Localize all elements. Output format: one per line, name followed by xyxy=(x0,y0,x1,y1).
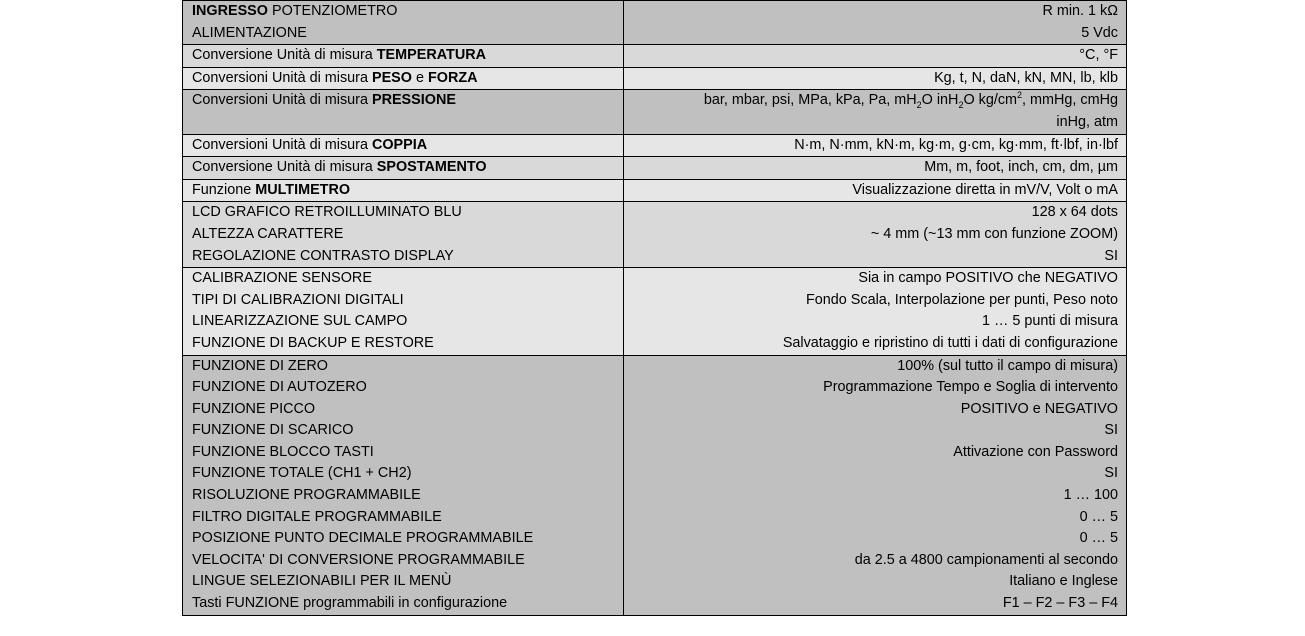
text-segment: 1 … 5 punti di misura xyxy=(982,313,1118,330)
row-value-line xyxy=(633,45,1118,67)
text-segment: inHg, atm xyxy=(1056,113,1118,130)
table-row xyxy=(183,202,1127,268)
row-value-line xyxy=(633,463,1118,485)
row-value xyxy=(624,355,1127,615)
row-label xyxy=(183,90,624,134)
table-row xyxy=(183,67,1127,90)
text-segment: 0 … 5 xyxy=(1079,508,1118,525)
row-value-line xyxy=(633,333,1118,355)
row-label xyxy=(183,134,624,157)
row-label-line xyxy=(192,442,615,464)
text-segment: Funzione xyxy=(192,181,256,198)
row-label xyxy=(183,355,624,615)
row-value-line xyxy=(633,268,1118,290)
text-segment: Salvataggio e ripristino di tutti i dati di configurazione xyxy=(782,334,1118,351)
text-segment: FUNZIONE BLOCCO TASTI xyxy=(192,443,374,460)
text-segment: Fondo Scala, Interpolazione per punti, Peso noto xyxy=(805,291,1118,308)
text-segment: 0 … 5 xyxy=(1079,530,1118,547)
row-value xyxy=(624,157,1127,180)
superscript-segment: 2 xyxy=(1017,90,1023,101)
text-segment: SI xyxy=(1104,465,1118,482)
text-segment: POSITIVO e NEGATIVO xyxy=(960,400,1118,417)
text-segment: FUNZIONE DI AUTOZERO xyxy=(192,379,367,396)
bold-text-segment: INGRESSO xyxy=(192,3,268,19)
table-row xyxy=(183,45,1127,68)
row-label xyxy=(183,67,624,90)
row-label-line xyxy=(192,268,615,290)
row-value xyxy=(624,202,1127,268)
text-segment: Mm, m, foot, inch, cm, dm, µm xyxy=(924,159,1118,176)
text-segment: 128 x 64 dots xyxy=(1031,204,1118,221)
row-label-line xyxy=(192,45,615,67)
table-row xyxy=(183,90,1127,134)
row-value-line xyxy=(633,485,1118,507)
row-value-line xyxy=(633,23,1118,45)
row-label xyxy=(183,1,624,45)
text-segment: Conversione Unità di misura xyxy=(192,47,377,64)
row-value-line xyxy=(633,224,1118,246)
bold-text-segment: FORZA xyxy=(427,69,478,86)
table-row xyxy=(183,157,1127,180)
text-segment: 5 Vdc xyxy=(1081,24,1118,41)
row-label xyxy=(183,45,624,68)
text-segment: R min. 1 kΩ xyxy=(1042,3,1118,19)
text-segment: RISOLUZIONE PROGRAMMABILE xyxy=(192,487,421,504)
row-value-line xyxy=(633,311,1118,333)
row-value xyxy=(624,1,1127,45)
row-value-line xyxy=(633,507,1118,529)
row-label-line xyxy=(192,90,615,112)
row-label-line xyxy=(192,23,615,45)
row-value-line xyxy=(633,180,1118,202)
row-label-line xyxy=(192,399,615,421)
table-row xyxy=(183,1,1127,45)
row-value-line xyxy=(633,593,1118,615)
text-segment: da 2.5 a 4800 campionamenti al secondo xyxy=(854,551,1118,568)
row-label-line xyxy=(192,68,615,90)
bold-text-segment: MULTIMETRO xyxy=(255,181,351,198)
row-value-line xyxy=(633,90,1118,112)
row-label-line xyxy=(192,485,615,507)
text-segment: Conversioni Unità di misura xyxy=(192,92,372,109)
text-segment: Tasti FUNZIONE programmabili in configurazione xyxy=(192,595,508,612)
text-segment: Conversioni Unità di misura xyxy=(192,69,372,86)
row-value xyxy=(624,67,1127,90)
row-label-line xyxy=(192,224,615,246)
bold-text-segment: PESO xyxy=(371,69,412,86)
text-segment: REGOLAZIONE CONTRASTO DISPLAY xyxy=(192,247,454,264)
row-value-line xyxy=(633,246,1118,268)
row-value xyxy=(624,90,1127,134)
text-segment: FUNZIONE DI BACKUP E RESTORE xyxy=(192,334,434,351)
table-row xyxy=(183,134,1127,157)
text-segment: SI xyxy=(1104,247,1118,264)
row-label-line xyxy=(192,377,615,399)
text-segment: Programmazione Tempo e Soglia di intervento xyxy=(823,379,1118,396)
row-label-line xyxy=(192,180,615,202)
row-label-line xyxy=(192,1,615,23)
text-segment: VELOCITA' DI CONVERSIONE PROGRAMMABILE xyxy=(192,551,525,568)
row-value-line xyxy=(633,290,1118,312)
row-value xyxy=(624,134,1127,157)
row-label-line xyxy=(192,290,615,312)
row-value xyxy=(624,45,1127,68)
row-label-line xyxy=(192,420,615,442)
row-value xyxy=(624,268,1127,355)
row-value-line xyxy=(633,442,1118,464)
bold-text-segment: COPPIA xyxy=(371,136,428,153)
row-label-line xyxy=(192,507,615,529)
text-segment: 1 … 100 xyxy=(1063,487,1118,504)
row-value-line xyxy=(633,157,1118,179)
row-label xyxy=(183,157,624,180)
row-value-line xyxy=(633,528,1118,550)
text-segment: ALTEZZA CARATTERE xyxy=(192,225,344,242)
text-segment: LINGUE SELEZIONABILI PER IL MENÙ xyxy=(192,573,452,590)
text-segment: ALIMENTAZIONE xyxy=(192,24,307,41)
text-segment: °C, °F xyxy=(1079,47,1118,64)
row-label xyxy=(183,202,624,268)
row-value-line xyxy=(633,135,1118,157)
text-segment: bar, mbar, psi, MPa, kPa, Pa, mH xyxy=(703,92,917,109)
text-segment: Attivazione con Password xyxy=(953,443,1118,460)
row-label xyxy=(183,179,624,202)
text-segment: N·m, N·mm, kN·m, kg·m, g·cm, kg·mm, ft·lbf, in·lbf xyxy=(794,136,1118,153)
bold-text-segment: TEMPERATURA xyxy=(376,47,487,64)
text-segment: FUNZIONE DI ZERO xyxy=(192,357,328,374)
row-label-line xyxy=(192,246,615,268)
text-segment: LCD GRAFICO RETROILLUMINATO BLU xyxy=(192,204,462,221)
row-label-line xyxy=(192,356,615,378)
bold-text-segment: SPOSTAMENTO xyxy=(376,159,487,176)
text-segment: Kg, t, N, daN, kN, MN, lb, klb xyxy=(934,69,1118,86)
row-value-line xyxy=(633,1,1118,23)
text-segment: FUNZIONE DI SCARICO xyxy=(192,422,354,439)
text-segment: F1 – F2 – F3 – F4 xyxy=(1002,595,1118,612)
text-segment: POTENZIOMETRO xyxy=(267,3,398,19)
row-label-line xyxy=(192,311,615,333)
specification-table xyxy=(182,0,1127,616)
text-segment: Visualizzazione diretta in mV/V, Volt o mA xyxy=(852,181,1118,198)
text-segment: , mmHg, cmHg xyxy=(1022,92,1118,109)
subscript-segment: 2 xyxy=(916,100,922,111)
row-value-line xyxy=(633,420,1118,442)
row-label-line xyxy=(192,528,615,550)
row-label-line xyxy=(192,463,615,485)
row-value-line xyxy=(633,377,1118,399)
text-segment: POSIZIONE PUNTO DECIMALE PROGRAMMABILE xyxy=(192,530,534,547)
row-label xyxy=(183,268,624,355)
text-segment: SI xyxy=(1104,422,1118,439)
text-segment: Italiano e Inglese xyxy=(1009,573,1118,590)
text-segment: ~ 4 mm (~13 mm con funzione ZOOM) xyxy=(870,225,1118,242)
table-row xyxy=(183,268,1127,355)
text-segment: Sia in campo POSITIVO che NEGATIVO xyxy=(858,270,1118,287)
row-value-line xyxy=(633,571,1118,593)
row-value-line xyxy=(633,202,1118,224)
text-segment: LINEARIZZAZIONE SUL CAMPO xyxy=(192,313,408,330)
text-segment: Conversioni Unità di misura xyxy=(192,136,372,153)
text-segment: FUNZIONE TOTALE (CH1 + CH2) xyxy=(192,465,412,482)
row-label-line xyxy=(192,157,615,179)
table-row xyxy=(183,179,1127,202)
row-label-line xyxy=(192,202,615,224)
text-segment: TIPI DI CALIBRAZIONI DIGITALI xyxy=(192,291,404,308)
row-value-line xyxy=(633,399,1118,421)
text-segment: e xyxy=(411,69,428,86)
text-segment: FUNZIONE PICCO xyxy=(192,400,316,417)
row-value-line xyxy=(633,68,1118,90)
text-segment: O inH xyxy=(921,92,959,109)
text-segment: FILTRO DIGITALE PROGRAMMABILE xyxy=(192,508,442,525)
row-value-line xyxy=(633,112,1118,134)
text-segment: O kg/cm xyxy=(963,92,1018,109)
subscript-segment: 2 xyxy=(958,100,964,111)
row-value xyxy=(624,179,1127,202)
table-row xyxy=(183,355,1127,615)
row-label-line xyxy=(192,550,615,572)
row-value-line xyxy=(633,550,1118,572)
row-label-line xyxy=(192,333,615,355)
row-label-line xyxy=(192,135,615,157)
text-segment: Conversione Unità di misura xyxy=(192,159,377,176)
text-segment: 100% (sul tutto il campo di misura) xyxy=(897,357,1118,374)
text-segment: CALIBRAZIONE SENSORE xyxy=(192,270,372,287)
row-value-line xyxy=(633,356,1118,378)
row-label-line xyxy=(192,571,615,593)
specification-table-body xyxy=(183,1,1127,616)
bold-text-segment: PRESSIONE xyxy=(371,92,456,109)
row-label-line xyxy=(192,593,615,615)
